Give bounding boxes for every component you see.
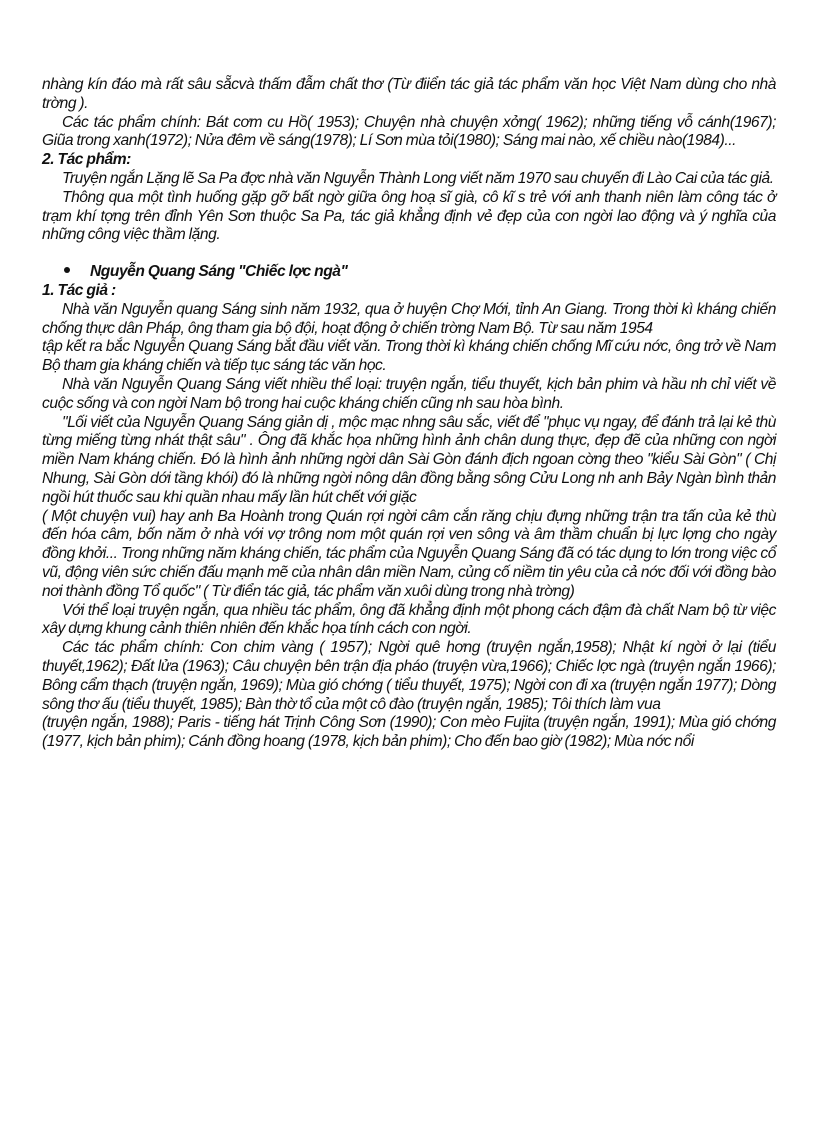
bullet-dot-icon [64,267,70,273]
paragraph-story-summary: Thông qua một tình huống gặp gỡ bất ngờ giữa ông hoạ sĩ già, cô kĩ s trẻ với anh thanh niên làm công tác ở trạm khí tợng trên đỉnh Yên Sơn thuộc Sa Pa, tác giả khẳng định vẻ đẹp của con ngời lao động và ý nghĩa của những công việc thầm lặng. [42,188,776,244]
paragraph-story-intro: Truyện ngắn Lặng lẽ Sa Pa đợc nhà văn Nguyễn Thành Long viết năm 1970 sau chuyến đi Lào Cai của tác giả. [62,169,774,187]
bullet-heading [42,263,776,282]
paragraph-author-style: "Lối viết của Nguyễn Quang Sáng giản dị , mộc mạc nhng sâu sắc, viết để "phục vụ ngay, để đánh trả lại kẻ thù từng miếng từng nhát thật sâu" . Ông đã khắc họa những hình ảnh chân dung thực, đẹp đẽ của những con ngời miền Nam kháng chiến. Đó là hình ảnh những ngời dân Sài Gòn đánh địch ngoan cờng theo "kiểu Sài Gòn" ( Chị Nhung, Sài Gòn dới tầng khói) đó là những ngời nông dân đồng bằng sông Cửu Long nh anh Bảy Ngàn bình thản ngồi hút thuốc sau khi quần nhau mấy lần hút chết với giặc [42,413,776,506]
paragraph-author-bio-cont: tập kết ra bắc Nguyễn Quang Sáng bắt đầu viết văn. Trong thời kì kháng chiến chống Mĩ cứu nớc, ông trở về Nam Bộ tham gia kháng chiến và tiếp tục sáng tác văn học. [42,338,776,375]
paragraph-author-works: Các tác phẩm chính: Con chim vàng ( 1957); Ngời quê hơng (truyện ngắn,1958); Nhật kí ngời ở lại (tiểu thuyết,1962); Đất lửa (1963); Câu chuyện bên trận địa pháo (truyện vừa,1966); Chiếc lợc ngà (truyện ngắn 1966); Bông cẩm thạch (truyện ngắn, 1969); Mùa gió chớng ( tiểu thuyết, 1975); Ngời con đi xa (truyện ngắn 1977); Dòng sông thơ ấu (tiểu thuyết, 1985); Bàn thờ tổ của một cô đào (truyện ngắn, 1985); Tôi thích làm vua [42,639,776,713]
bullet-heading-text: Nguyễn Quang Sáng "Chiếc lợc ngà" [90,263,348,281]
paragraph-author-bio: Nhà văn Nguyễn quang Sáng sinh năm 1932, qua ở huyện Chợ Mới, tỉnh An Giang. Trong thời kì kháng chiến chống thực dân Pháp, ông tham gia bộ đội, hoạt động ở chiến trờng Nam Bộ. Từ sau năm 1954 [42,300,776,337]
paragraph-author-works-cont: (truyện ngắn, 1988); Paris - tiếng hát Trịnh Công Sơn (1990); Con mèo Fujita (truyện ngắn, 1991); Mùa gió chớng (1977, kịch bản phim); Cánh đồng hoang (1978, kịch bản phim); Cho đến bao giờ (1982); Mùa nớc nổi [42,714,776,751]
paragraph-author-genres: Nhà văn Nguyễn Quang Sáng viết nhiều thể loại: truyện ngắn, tiểu thuyết, kịch bản phim và hầu nh chỉ viết về cuộc sống và con ngời Nam bộ trong hai cuộc kháng chiến cũng nh sau hòa bình. [42,375,776,412]
paragraph-continuation: nhàng kín đáo mà rất sâu sẵcvà thấm đẫm chất thơ (Từ điiển tác giả tác phẩm văn học Việt Nam dùng cho nhà trờng ). [42,76,776,112]
document-page [42,76,776,752]
paragraph-works-list: Các tác phẩm chính: Bát cơm cu Hồ( 1953); Chuyện nhà chuyện xởng( 1962); những tiếng vỗ cánh(1967); Giũa trong xanh(1972); Nửa đêm về sáng(1978); Lí Sơn mùa tỏi(1980); Sáng mai nào, xế chiều nào(1984)... [42,113,776,150]
paragraph-author-style-cont: ( Một chuyện vui) hay anh Ba Hoành trong Quán rợi ngời câm cắn răng chịu đựng những trận tra tấn của kẻ thù đến hóa câm, bốn năm ở nhà với vợ trông nom một quán rợi ven sông và âm thầm chuẩn bị lực lợng cho ngày đồng khởi... Trong những năm kháng chiến, tác phẩm của Nguyễn Quang Sáng đã có tác dụng to lớn trong việc cổ vũ, động viên sức chiến đấu mạnh mẽ của nhân dân miền Nam, củng cố niềm tin yêu của cả nớc đối với đồng bào nơi thành đồng Tổ quốc" ( Từ điển tác giả, tác phẩm văn xuôi dùng trong nhà trờng) [42,507,776,600]
section-heading-author: 1. Tác giả : [42,281,116,299]
section-heading-works: 2. Tác phẩm: [42,151,131,169]
section-spacer [42,245,776,263]
paragraph-author-style-summary: Với thể loại truyện ngắn, qua nhiều tác phẩm, ông đã khẳng định một phong cách đậm đà chất Nam bộ từ việc xây dựng khung cảnh thiên nhiên đến khắc họa tính cách con ngời. [42,601,776,638]
